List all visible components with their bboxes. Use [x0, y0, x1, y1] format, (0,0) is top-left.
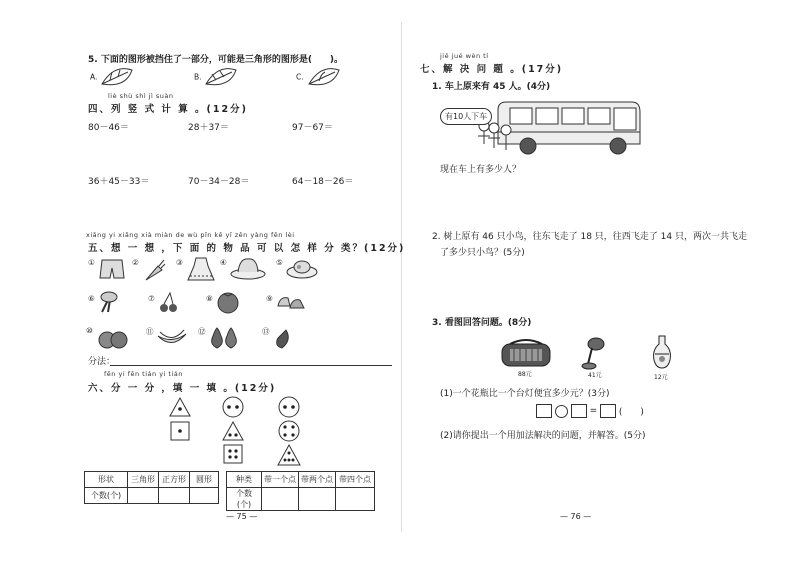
page-number-right: — 76 —	[560, 512, 592, 521]
problem-1: 1. 车上原来有 45 人。(4分)	[432, 82, 551, 92]
dot-table-header: 带四个点	[336, 472, 375, 488]
shorts-icon	[98, 258, 126, 280]
calc-6: 64－18－26＝	[292, 177, 354, 187]
section-6-pinyin: fēn yi fēn tián yi tián	[104, 370, 183, 378]
shape-table-answer-cell[interactable]	[159, 488, 190, 504]
option-a[interactable]	[90, 66, 134, 88]
shape-table-header: 圆形	[190, 472, 219, 488]
calc-3: 97－67＝	[292, 123, 333, 133]
problem-2-line-1: 2. 树上原有 46 只小鸟，往东飞走了 18 只，往西飞走了 14 只，两次一共飞走	[432, 232, 747, 242]
section-4-pinyin: liè shù shì jì suàn	[108, 92, 174, 100]
radio-price: 88元	[518, 371, 532, 378]
dot-table-header: 种类	[227, 472, 262, 488]
shape-table-header: 正方形	[159, 472, 190, 488]
carrot-icon	[142, 258, 166, 282]
section-4-title: 四、列 竖 式 计 算 。(12分)	[88, 104, 248, 115]
section-5-title: 五、想 一 想 ，下 面 的 物 品 可 以 怎 样 分 类？(12分)	[88, 243, 406, 254]
item-num-9: ⑨	[266, 294, 273, 303]
leaf-shape-a-icon	[100, 66, 134, 88]
item-num-4: ④	[220, 258, 227, 267]
option-a-label: A.	[90, 72, 98, 82]
item-num-1: ①	[88, 258, 95, 267]
vase-icon	[650, 334, 674, 370]
option-c[interactable]	[296, 66, 341, 88]
equation-boxes: = ( )	[536, 404, 644, 418]
triangle-four-dots-icon	[277, 444, 301, 466]
answer-box-1[interactable]	[536, 404, 552, 418]
oranges-icon	[98, 324, 128, 350]
section-7-pinyin: jiě jué wèn tí	[440, 52, 489, 60]
section-6-title: 六、分 一 分 ，填 一 填 。(12分)	[88, 383, 277, 394]
circle-four-dots-icon	[278, 420, 300, 442]
item-num-12: ⑫	[198, 327, 206, 336]
calc-1: 80－46＝	[88, 123, 129, 133]
triangle-two-dots-icon	[221, 420, 245, 442]
item-num-2: ②	[132, 258, 139, 267]
cherries-icon	[158, 290, 180, 314]
radio-icon	[500, 338, 552, 368]
dot-table-header: 带一个点	[262, 472, 299, 488]
leaf-shape-c-icon	[307, 66, 341, 88]
speech-bubble: 有10人下车	[440, 108, 492, 125]
triangle-one-dot-icon	[168, 396, 192, 418]
tomato-icon	[216, 290, 240, 314]
classification-label: 分法：	[88, 357, 116, 367]
hat-icon	[230, 256, 266, 280]
item-num-5: ⑤	[276, 258, 283, 267]
calc-5: 70－34－28＝	[188, 177, 250, 187]
calc-4: 36＋45－33＝	[88, 177, 150, 187]
item-num-11: ⑪	[146, 327, 154, 336]
problem-2-line-2: 了多少只小鸟？(5分)	[440, 248, 525, 258]
square-four-dots-icon	[223, 444, 243, 464]
dot-table-row-label: 个数(个)	[227, 488, 262, 511]
eggplant-icon	[272, 326, 294, 350]
item-num-6: ⑥	[88, 294, 95, 303]
pears-icon	[208, 324, 240, 350]
dot-table-answer-cell[interactable]	[262, 488, 299, 511]
problem-3-sub-2: (2)请你提出一个用加法解决的问题，并解答。(5分)	[440, 431, 646, 441]
question-5: 5. 下面的图形被挡住了一部分，可能是三角形的图形是( )。	[88, 55, 344, 65]
option-b-label: B.	[194, 72, 202, 82]
unit-paren[interactable]: ( )	[618, 407, 644, 418]
option-c-label: C.	[296, 72, 304, 82]
circle-two-dots-icon-2	[278, 396, 300, 418]
shape-table-row-label: 个数(个)	[85, 488, 128, 504]
lamp-price: 41元	[588, 372, 602, 379]
operator-circle[interactable]	[555, 405, 568, 418]
calc-2: 28＋37＝	[188, 123, 229, 133]
desk-lamp-icon	[580, 336, 606, 370]
problem-3: 3. 看图回答问题。(8分)	[432, 318, 532, 328]
page-divider	[401, 22, 402, 532]
shoes-icon	[276, 290, 306, 314]
section-5-pinyin: xiǎng yi xiǎng xià miàn de wù pǐn kě yǐ zěn yàng fēn lèi	[86, 231, 295, 239]
bananas-icon	[156, 326, 188, 348]
square-one-dot-icon	[170, 421, 190, 441]
leaf-shape-b-icon	[204, 66, 238, 88]
answer-box-3[interactable]	[600, 404, 616, 418]
item-num-3: ③	[176, 258, 183, 267]
page-number-left: — 75 —	[226, 512, 258, 521]
shape-count-table	[84, 471, 219, 504]
problem-1-question: 现在车上有多少人？	[440, 165, 522, 175]
dot-table-answer-cell[interactable]	[336, 488, 375, 511]
dot-table-header: 带两个点	[299, 472, 336, 488]
sun-hat-icon	[286, 256, 318, 280]
item-num-13: ⑬	[262, 327, 270, 336]
problem-3-sub-1: (1)一个花瓶比一个台灯便宜多少元？(3分)	[440, 389, 610, 399]
option-b[interactable]	[194, 66, 238, 88]
shape-table-answer-cell[interactable]	[128, 488, 159, 504]
item-num-10: ⑩	[86, 326, 93, 335]
classification-answer-line[interactable]	[110, 365, 392, 366]
answer-box-2[interactable]	[571, 404, 587, 418]
shape-table-header: 形状	[85, 472, 128, 488]
vase-price: 12元	[654, 374, 668, 381]
dot-table-answer-cell[interactable]	[299, 488, 336, 511]
section-7-title: 七、解 决 问 题 。(17分)	[420, 64, 564, 75]
shape-table-answer-cell[interactable]	[190, 488, 219, 504]
dot-count-table	[226, 471, 375, 511]
bus-illustration-icon	[438, 96, 642, 158]
vegetable-icon	[98, 290, 120, 314]
item-num-7: ⑦	[148, 294, 155, 303]
dress-icon	[186, 256, 216, 282]
item-num-8: ⑧	[206, 294, 213, 303]
circle-two-dots-icon	[222, 396, 244, 418]
shape-table-header: 三角形	[128, 472, 159, 488]
